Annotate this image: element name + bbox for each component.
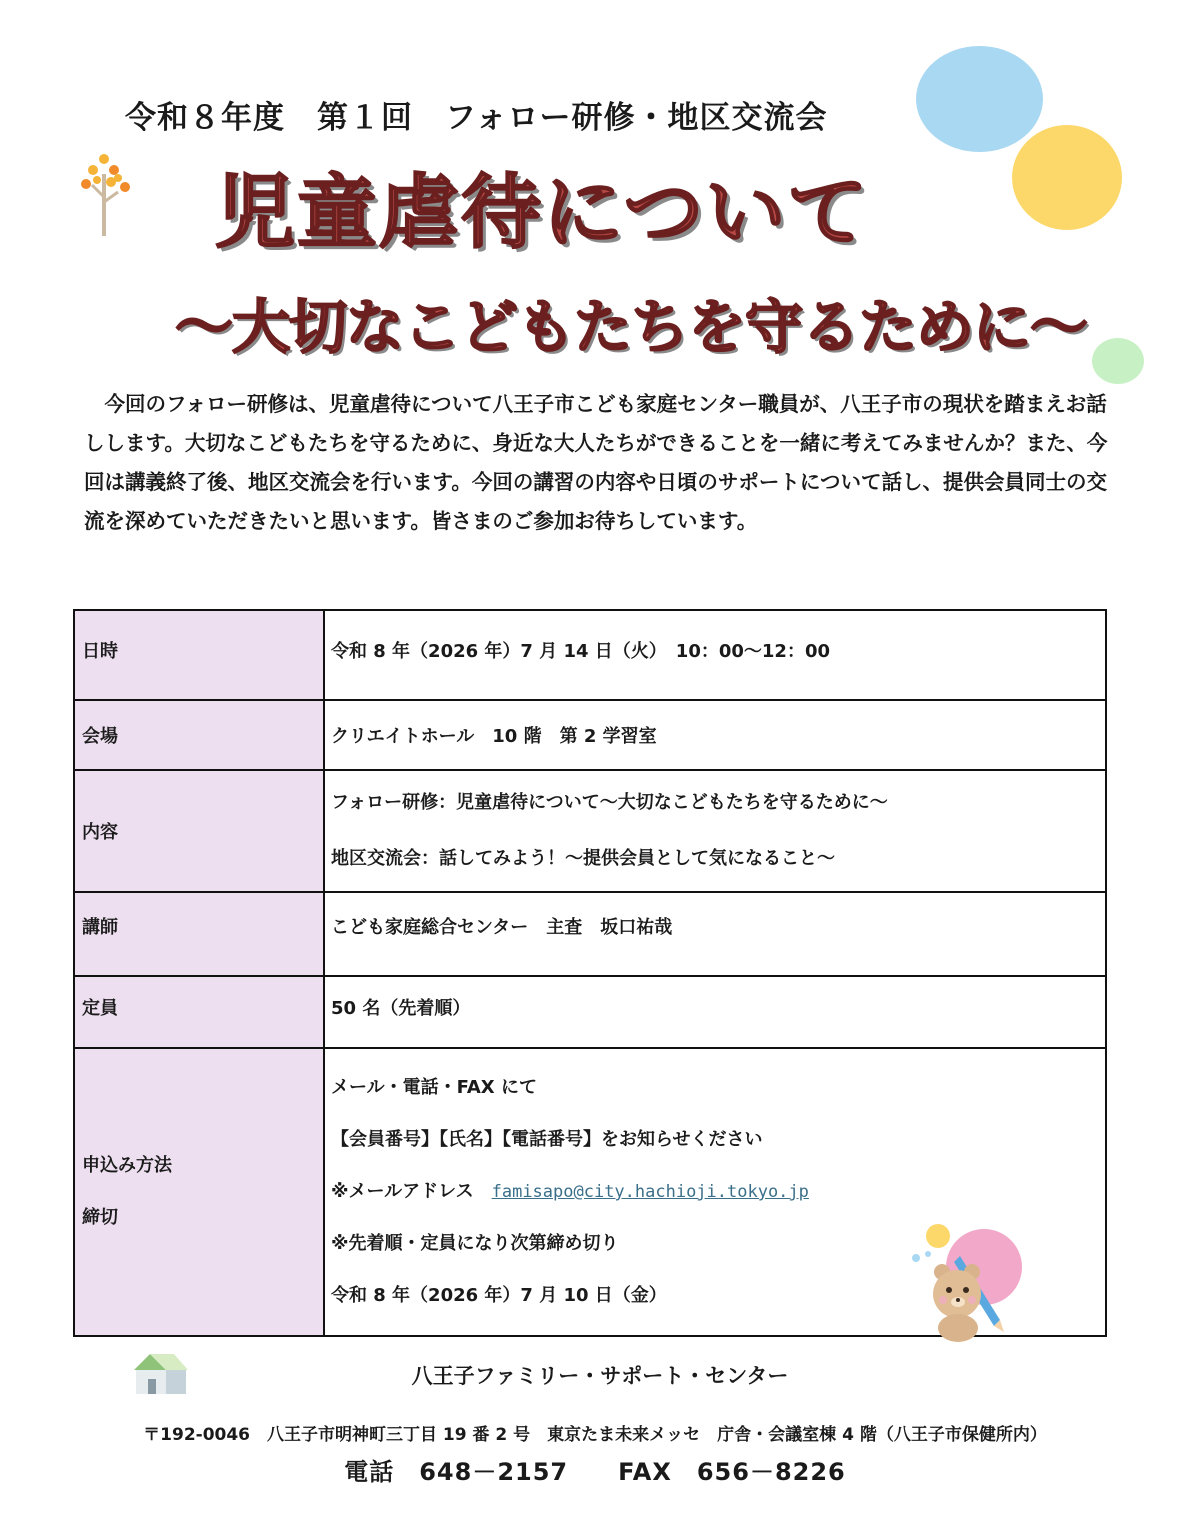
apply-line-3 xyxy=(331,1166,1104,1218)
decor-circle-blue xyxy=(916,46,1043,152)
table-row-venue xyxy=(74,700,1106,770)
value-datetime: 令和 8 年（2026 年）7 月 14 日（火） 10：00～12：00 xyxy=(324,610,1106,700)
intro-paragraph: 今回のフォロー研修は、児童虐待について八王子市こども家庭センター職員が、八王子市の現状を踏まえお話しします。大切なこどもたちを守るために、身近な大人たちができることを一緒に考えてみませんか？また、今回は講義終了後、地区交流会を行います。今回の講習の内容や日頃のサポートについて話し、提供会員同士の交流を深めていただきたいと思います。皆さまのご参加お待ちしています。 xyxy=(84,392,1108,533)
label-venue: 会場 xyxy=(74,700,324,770)
apply-line-1: メール・電話・FAX にて xyxy=(331,1077,537,1098)
apply-line-2: 【会員番号】【氏名】【電話番号】をお知らせください xyxy=(331,1129,763,1150)
bear-with-pencil-icon xyxy=(908,1222,1028,1342)
value-lecturer: こども家庭総合センター 主査 坂口祐哉 xyxy=(324,892,1106,976)
table-row-datetime xyxy=(74,610,1106,700)
content-line-2: 地区交流会：話してみよう！～提供会員として気になること～ xyxy=(331,848,835,869)
label-apply-method: 申込み方法 xyxy=(82,1155,172,1176)
email-link[interactable]: famisapo@city.hachioji.tokyo.jp xyxy=(491,1182,809,1202)
label-apply xyxy=(74,1048,324,1336)
event-subtitle: 令和８年度 第１回 フォロー研修・地区交流会 xyxy=(125,100,828,136)
label-datetime: 日時 xyxy=(74,610,324,700)
content-line-1: フォロー研修：児童虐待について～大切なこどもたちを守るために～ xyxy=(331,792,888,813)
tree-icon xyxy=(78,152,138,242)
value-capacity: 50 名（先着順） xyxy=(324,976,1106,1048)
center-name: 八王子ファミリー・サポート・センター xyxy=(411,1364,789,1388)
phone-fax: 電話 648－2157 FAX 656－8226 xyxy=(344,1458,846,1486)
decor-circle-green xyxy=(1092,338,1144,384)
email-prefix: ※メールアドレス xyxy=(331,1181,492,1202)
deadline-value: 令和 8 年（2026 年）7 月 10 日（金） xyxy=(331,1285,667,1306)
label-deadline: 締切 xyxy=(82,1207,118,1228)
value-venue: クリエイトホール 10 階 第 2 学習室 xyxy=(324,700,1106,770)
value-content xyxy=(324,770,1106,892)
main-sub-heading: ～大切なこどもたちを守るために～ xyxy=(175,293,1088,361)
apply-line-4: ※先着順・定員になり次第締め切り xyxy=(331,1233,619,1254)
table-row-capacity xyxy=(74,976,1106,1048)
table-row-content xyxy=(74,770,1106,892)
table-row-lecturer xyxy=(74,892,1106,976)
address: 〒192-0046 八王子市明神町三丁目 19 番 2 号 東京たま未来メッセ 庁舎・会議室棟 4 階（八王子市保健所内） xyxy=(143,1425,1047,1445)
label-capacity: 定員 xyxy=(74,976,324,1048)
main-title: 児童虐待について xyxy=(215,166,870,259)
decor-circle-yellow xyxy=(1012,125,1122,230)
label-content: 内容 xyxy=(74,770,324,892)
label-lecturer: 講師 xyxy=(74,892,324,976)
